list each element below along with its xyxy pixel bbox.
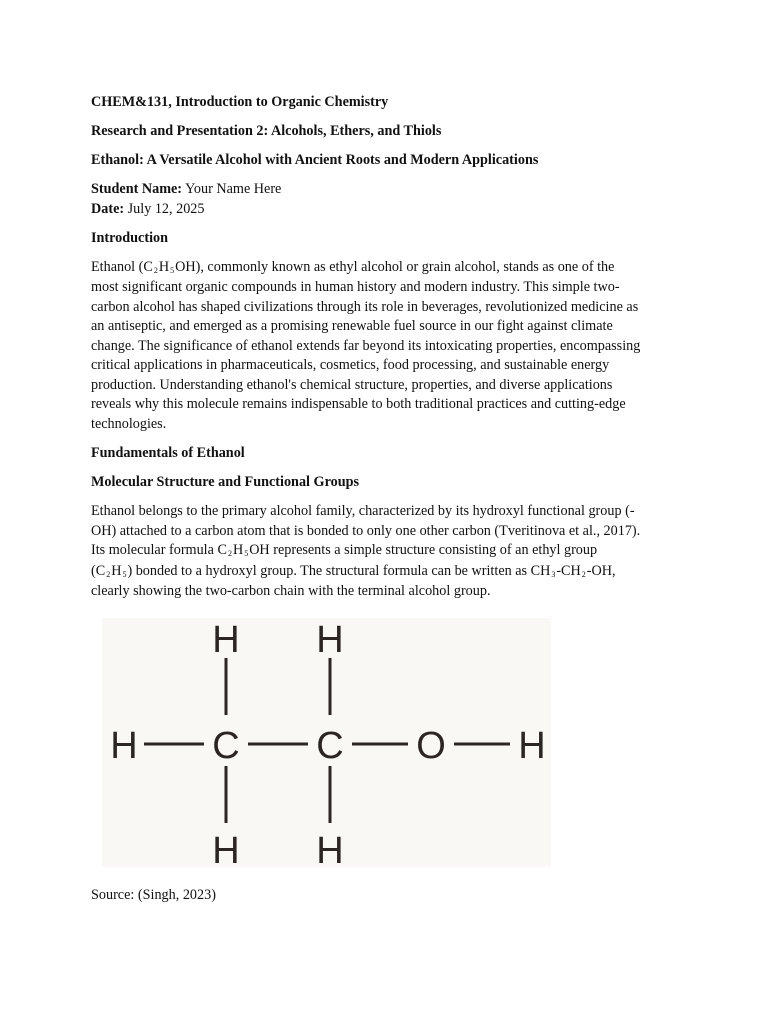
intro-line: change. The significance of ethanol extends far beyond its intoxicating properties, encompassing [91,337,641,354]
atom-h-right: H [518,725,546,767]
intro-line: carbon alcohol has shaped civilizations through its role in beverages, revolutionized medicine as [91,298,639,315]
introduction-heading: Introduction [91,229,168,246]
intro-text: OH), commonly known as ethyl alcohol or grain alcohol, stands as one of the [175,258,615,275]
ethanol-structural-formula [102,618,551,867]
structure-line [91,541,679,562]
intro-line: reveals why this molecule remains indispensable to both traditional practices and cutting-edge [91,396,626,413]
fundamentals-heading: Fundamentals of Ethanol [91,445,245,462]
atom-h-top-2: H [316,619,344,661]
subscript: 2 [153,265,158,275]
atom-h-bottom-1: H [212,830,240,867]
intro-text: Ethanol (C [91,258,153,275]
date-line [91,200,679,220]
atom-h-top-1: H [212,619,240,661]
student-name-label: Student Name: [91,181,183,198]
atom-o: O [416,725,446,767]
atom-h-left: H [110,725,138,767]
atom-c2: C [316,725,344,767]
intro-line: critical applications in pharmaceuticals, cosmetics, food processing, and sustainable energy [91,357,610,374]
structure-text: ) bonded to a hydroxyl group. The structural formula can be written as CH [127,562,551,579]
subscript: 2 [106,569,111,579]
author-block [91,180,679,219]
subscript: 3 [551,569,556,579]
intro-line: an antiseptic, and emerged as a promising renewable fuel source in our fight against climate [91,318,613,335]
figure-caption: Source: (Singh, 2023) [91,887,216,903]
atom-c1: C [212,725,240,767]
structure-text: H [111,562,122,579]
date-label: Date: [91,200,125,217]
intro-line: technologies. [91,415,167,432]
subscript: 2 [581,569,586,579]
intro-text: H [158,258,170,275]
structure-text: Its molecular formula C [91,542,227,559]
student-name-value: Your Name Here [185,181,282,198]
structure-text: -CH [556,562,581,579]
subscript: 2 [227,549,232,559]
subscript: 5 [170,265,175,275]
introduction-paragraph [91,258,679,435]
structure-line [91,562,679,583]
intro-line: production. Understanding ethanol's chemical structure, properties, and diverse applications [91,376,613,393]
subscript: 5 [122,569,127,579]
structure-text: (C [91,562,106,579]
structure-text: OH represents a simple structure consisting of an ethyl group [249,542,598,559]
intro-line-1 [91,258,679,279]
structure-line: OH) attached to a carbon atom that is bonded to only one other carbon (Tveritinova et al., 2017). [91,522,641,539]
structure-text: -OH, [586,562,616,579]
structure-line: Ethanol belongs to the primary alcohol family, characterized by its hydroxyl functional group (- [91,503,635,520]
document-body [91,93,679,611]
date-value: July 12, 2025 [127,200,205,217]
atom-h-bottom-2: H [316,830,344,867]
subscript: 5 [244,549,249,559]
assignment-title: Research and Presentation 2: Alcohols, Ethers, and Thiols [91,123,442,140]
paper-title: Ethanol: A Versatile Alcohol with Ancient Roots and Modern Applications [91,152,539,169]
structural-formula-diagram [102,618,551,867]
structure-paragraph [91,502,679,602]
structure-text: H [232,542,244,559]
student-name-line [91,180,679,200]
structure-line: clearly showing the two-carbon chain with the terminal alcohol group. [91,583,491,600]
intro-line: most significant organic compounds in human history and modern industry. This simple two- [91,279,620,296]
molecular-structure-heading: Molecular Structure and Functional Groups [91,474,360,491]
course-title: CHEM&131, Introduction to Organic Chemistry [91,94,389,110]
